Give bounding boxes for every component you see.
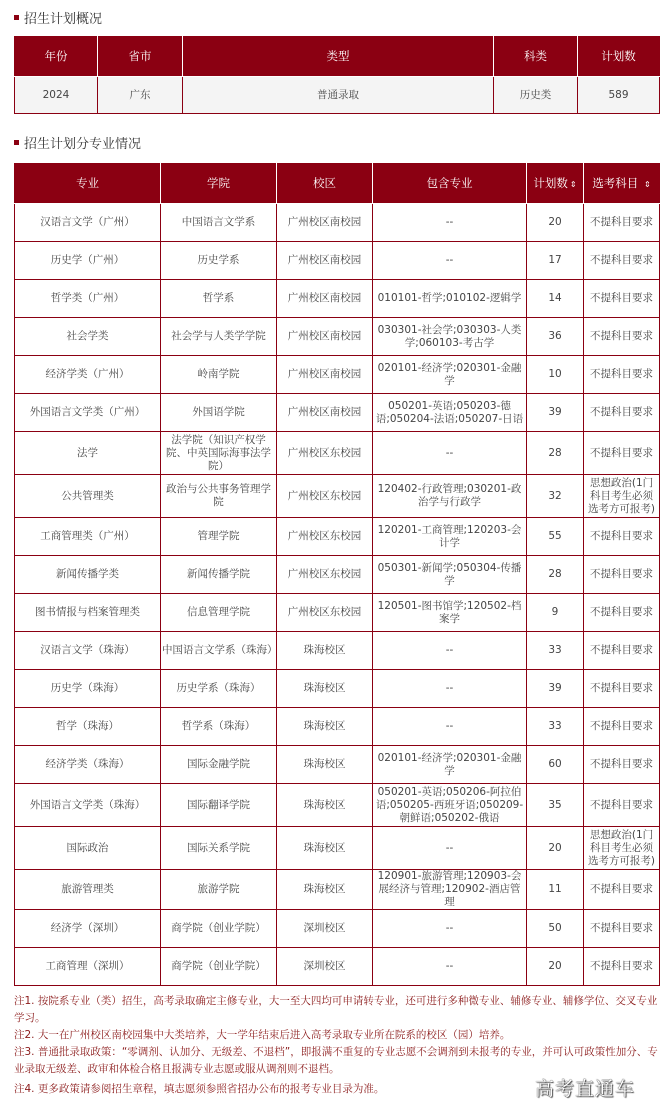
majors-section-title (14, 133, 141, 152)
cell-campus: 珠海校区 (277, 708, 373, 746)
cell-plan-count: 14 (527, 280, 584, 318)
majors-title-text: 招生计划分专业情况 (24, 137, 142, 152)
cell-plan-count: 50 (527, 910, 584, 948)
cell-plan-count: 20 (527, 827, 584, 870)
cell-campus: 珠海校区 (277, 827, 373, 870)
watermark: 高考直通车 (534, 1078, 635, 1100)
cell-plan-count: 32 (527, 475, 584, 518)
cell-campus: 珠海校区 (277, 632, 373, 670)
cell-campus: 广州校区南校园 (277, 318, 373, 356)
cell-included-majors: -- (373, 948, 527, 986)
cell-plan-count: 39 (527, 394, 584, 432)
note-3: 注3. 普通批录取政策：“零调剂、认加分、无级差、不退档”，即报满不重复的专业志愿不会调剂到未报考的专业，并可认可政策性加分、专业录取无级差、政审和体检合格且报满专业志愿或服从调剂则不退档。 (14, 1046, 658, 1075)
cell-major: 图书情报与档案管理类 (15, 594, 161, 632)
header-type: 类型 (183, 36, 494, 77)
overview-row (15, 77, 660, 114)
table-row (15, 242, 660, 280)
header-major: 专业 (15, 163, 161, 204)
majors-and-notes (14, 163, 659, 1100)
overview-title-text: 招生计划概况 (24, 12, 103, 27)
cell-campus: 珠海校区 (277, 670, 373, 708)
cell-subjects: 不提科目要求 (584, 518, 660, 556)
note-4: 注4. 更多政策请参阅招生章程，填志愿须参照省招办公布的报考专业目录为准。 (14, 1082, 385, 1095)
table-row (15, 708, 660, 746)
cell-plan-count: 39 (527, 670, 584, 708)
cell-included-majors: 050201-英语;050206-阿拉伯语;050205-西班牙语;050209-朝鲜语;050202-俄语 (373, 784, 527, 827)
cell-college: 国际翻译学院 (161, 784, 277, 827)
cell-campus: 深圳校区 (277, 948, 373, 986)
notes (14, 993, 659, 1100)
table-row (15, 356, 660, 394)
cell-campus: 深圳校区 (277, 910, 373, 948)
cell-campus: 广州校区东校园 (277, 518, 373, 556)
cell-campus: 珠海校区 (277, 746, 373, 784)
header-subjects-label: 选考科目 (592, 176, 639, 190)
cell-college: 商学院（创业学院） (161, 948, 277, 986)
table-row (15, 632, 660, 670)
header-plan-count-label: 计划数 (533, 176, 568, 190)
cell-plan-count: 36 (527, 318, 584, 356)
table-row (15, 827, 660, 870)
sort-icon[interactable]: ⇕ (569, 180, 577, 189)
cell-college: 历史学系 (161, 242, 277, 280)
cell-included-majors: 020101-经济学;020301-金融学 (373, 746, 527, 784)
overview-table (14, 36, 660, 114)
bullet-square-icon (14, 140, 19, 145)
cell-subjects: 不提科目要求 (584, 948, 660, 986)
cell-subjects: 不提科目要求 (584, 910, 660, 948)
table-row (15, 910, 660, 948)
table-row (15, 394, 660, 432)
cell-major: 国际政治 (15, 827, 161, 870)
cell-college: 旅游学院 (161, 870, 277, 910)
cell-subjects: 思想政治(1门科目考生必须选考方可报考) (584, 475, 660, 518)
cell-major: 法学 (15, 432, 161, 475)
cell-included-majors: -- (373, 670, 527, 708)
cell-major: 哲学类（广州） (15, 280, 161, 318)
cell-campus: 广州校区东校园 (277, 594, 373, 632)
cell-included-majors: 050301-新闻学;050304-传播学 (373, 556, 527, 594)
cell-included-majors: -- (373, 632, 527, 670)
cell-campus: 广州校区南校园 (277, 204, 373, 242)
cell-college: 中国语言文学系 (161, 204, 277, 242)
header-plan-count-sortable[interactable] (527, 163, 584, 204)
cell-major: 历史学（珠海） (15, 670, 161, 708)
cell-major: 经济学（深圳） (15, 910, 161, 948)
cell-college: 中国语言文学系（珠海） (161, 632, 277, 670)
header-campus: 校区 (277, 163, 373, 204)
overview-section-title (14, 8, 102, 27)
overview-header-row (15, 36, 660, 77)
cell-plan-count: 33 (527, 632, 584, 670)
cell-campus: 珠海校区 (277, 784, 373, 827)
table-row (15, 594, 660, 632)
cell-included-majors: -- (373, 432, 527, 475)
cell-campus: 广州校区南校园 (277, 242, 373, 280)
cell-major: 经济学类（广州） (15, 356, 161, 394)
cell-major: 旅游管理类 (15, 870, 161, 910)
header-category: 科类 (494, 36, 578, 77)
table-row (15, 556, 660, 594)
cell-included-majors: 120201-工商管理;120203-会计学 (373, 518, 527, 556)
cell-subjects: 不提科目要求 (584, 670, 660, 708)
cell-college: 哲学系（珠海） (161, 708, 277, 746)
cell-major: 工商管理（深圳） (15, 948, 161, 986)
cell-college: 国际关系学院 (161, 827, 277, 870)
cell-subjects: 不提科目要求 (584, 204, 660, 242)
cell-major: 哲学（珠海） (15, 708, 161, 746)
header-plan-count: 计划数 (578, 36, 660, 77)
cell-college: 新闻传播学院 (161, 556, 277, 594)
majors-header-row (15, 163, 660, 204)
cell-major: 新闻传播学类 (15, 556, 161, 594)
cell-province: 广东 (98, 77, 183, 114)
table-row (15, 204, 660, 242)
cell-college: 管理学院 (161, 518, 277, 556)
cell-included-majors: 030301-社会学;030303-人类学;060103-考古学 (373, 318, 527, 356)
bullet-square-icon (14, 15, 19, 20)
cell-college: 信息管理学院 (161, 594, 277, 632)
cell-included-majors: -- (373, 827, 527, 870)
cell-plan-count: 28 (527, 432, 584, 475)
cell-included-majors: 010101-哲学;010102-逻辑学 (373, 280, 527, 318)
note-4-line (14, 1078, 659, 1100)
cell-major: 汉语言文学（珠海） (15, 632, 161, 670)
cell-plan-count: 20 (527, 204, 584, 242)
cell-campus: 珠海校区 (277, 870, 373, 910)
cell-campus: 广州校区南校园 (277, 394, 373, 432)
cell-included-majors: -- (373, 708, 527, 746)
cell-major: 工商管理类（广州） (15, 518, 161, 556)
cell-included-majors: -- (373, 204, 527, 242)
header-subjects-sortable[interactable] (584, 163, 660, 204)
table-row (15, 280, 660, 318)
cell-major: 外国语言文学类（珠海） (15, 784, 161, 827)
table-row (15, 518, 660, 556)
table-row (15, 746, 660, 784)
cell-plan-count: 33 (527, 708, 584, 746)
note-2: 注2. 大一在广州校区南校园集中大类培养，大一学年结束后进入高考录取专业所在院系的校区（园）培养。 (14, 1029, 511, 1041)
table-row (15, 318, 660, 356)
header-college: 学院 (161, 163, 277, 204)
table-row (15, 475, 660, 518)
cell-category: 历史类 (494, 77, 578, 114)
cell-subjects: 不提科目要求 (584, 432, 660, 475)
cell-campus: 广州校区南校园 (277, 356, 373, 394)
cell-campus: 广州校区东校园 (277, 432, 373, 475)
cell-college: 外国语学院 (161, 394, 277, 432)
cell-included-majors: 120501-图书馆学;120502-档案学 (373, 594, 527, 632)
cell-subjects: 不提科目要求 (584, 870, 660, 910)
note-1: 注1. 按院系专业（类）招生，高考录取确定主修专业，大一至大四均可申请转专业，还可进行多种微专业、辅修专业、辅修学位、交叉专业学习。 (14, 995, 658, 1024)
cell-campus: 广州校区东校园 (277, 556, 373, 594)
cell-major: 外国语言文学类（广州） (15, 394, 161, 432)
cell-type: 普通录取 (183, 77, 494, 114)
cell-plan-count: 60 (527, 746, 584, 784)
header-included-majors: 包含专业 (373, 163, 527, 204)
cell-college: 法学院（知识产权学院、中英国际海事法学院） (161, 432, 277, 475)
cell-major: 经济学类（珠海） (15, 746, 161, 784)
table-row (15, 948, 660, 986)
cell-plan-count: 10 (527, 356, 584, 394)
table-row (15, 432, 660, 475)
cell-college: 岭南学院 (161, 356, 277, 394)
header-province: 省市 (98, 36, 183, 77)
cell-included-majors: 050201-英语;050203-德语;050204-法语;050207-日语 (373, 394, 527, 432)
cell-major: 社会学类 (15, 318, 161, 356)
cell-plan-count: 589 (578, 77, 660, 114)
cell-included-majors: -- (373, 910, 527, 948)
cell-campus: 广州校区东校园 (277, 475, 373, 518)
cell-included-majors: 020101-经济学;020301-金融学 (373, 356, 527, 394)
cell-included-majors: 120402-行政管理;030201-政治学与行政学 (373, 475, 527, 518)
cell-plan-count: 55 (527, 518, 584, 556)
sort-icon[interactable]: ⇕ (643, 180, 651, 189)
cell-subjects: 不提科目要求 (584, 394, 660, 432)
cell-subjects: 不提科目要求 (584, 784, 660, 827)
cell-subjects: 不提科目要求 (584, 708, 660, 746)
cell-subjects: 不提科目要求 (584, 632, 660, 670)
cell-plan-count: 20 (527, 948, 584, 986)
table-row (15, 670, 660, 708)
cell-subjects: 不提科目要求 (584, 594, 660, 632)
cell-subjects: 不提科目要求 (584, 242, 660, 280)
cell-subjects: 不提科目要求 (584, 356, 660, 394)
cell-included-majors: -- (373, 242, 527, 280)
table-row (15, 784, 660, 827)
cell-plan-count: 11 (527, 870, 584, 910)
cell-college: 社会学与人类学学院 (161, 318, 277, 356)
cell-subjects: 思想政治(1门科目考生必须选考方可报考) (584, 827, 660, 870)
cell-included-majors: 120901-旅游管理;120903-会展经济与管理;120902-酒店管理 (373, 870, 527, 910)
cell-college: 国际金融学院 (161, 746, 277, 784)
cell-year: 2024 (15, 77, 98, 114)
cell-subjects: 不提科目要求 (584, 280, 660, 318)
cell-plan-count: 35 (527, 784, 584, 827)
cell-plan-count: 9 (527, 594, 584, 632)
table-row (15, 870, 660, 910)
cell-major: 历史学（广州） (15, 242, 161, 280)
cell-plan-count: 28 (527, 556, 584, 594)
cell-college: 哲学系 (161, 280, 277, 318)
cell-subjects: 不提科目要求 (584, 556, 660, 594)
cell-plan-count: 17 (527, 242, 584, 280)
cell-college: 商学院（创业学院） (161, 910, 277, 948)
cell-college: 政治与公共事务管理学院 (161, 475, 277, 518)
cell-campus: 广州校区南校园 (277, 280, 373, 318)
cell-subjects: 不提科目要求 (584, 746, 660, 784)
cell-subjects: 不提科目要求 (584, 318, 660, 356)
majors-table (14, 163, 660, 986)
cell-major: 汉语言文学（广州） (15, 204, 161, 242)
cell-college: 历史学系（珠海） (161, 670, 277, 708)
header-year: 年份 (15, 36, 98, 77)
cell-major: 公共管理类 (15, 475, 161, 518)
